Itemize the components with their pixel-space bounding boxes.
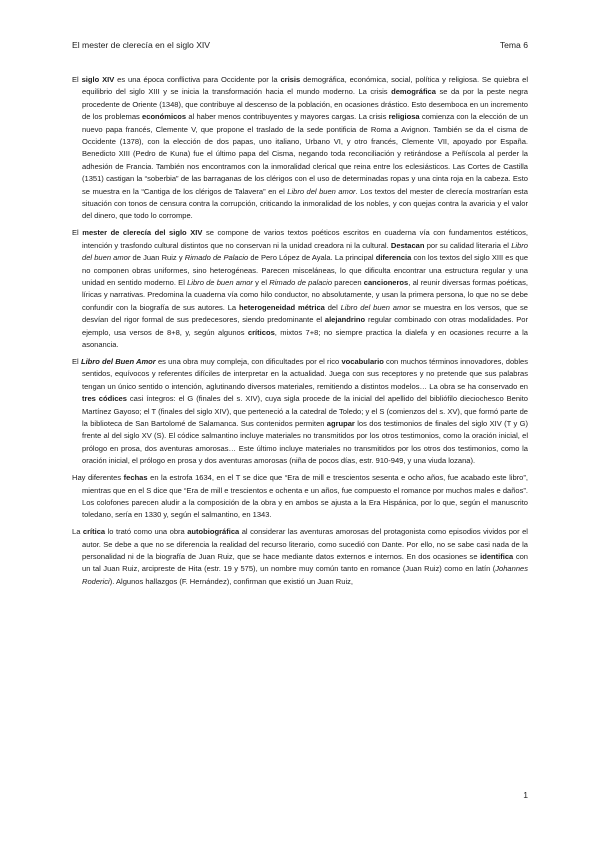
paragraph bbox=[72, 227, 528, 351]
emphasized-text: tres códices bbox=[82, 394, 127, 404]
emphasized-text: autobiográfica bbox=[187, 527, 240, 537]
paragraph-text: es una obra muy compleja, con dificultades por el rico bbox=[155, 356, 342, 366]
emphasized-text: económicos bbox=[142, 112, 187, 122]
paragraph-text: . Los textos del mester de clerecía mostrarían esta situación con tonos de censura contra la corrupción, criticando la inmoralidad de los nobles, y con quejas contra la avaricia y el valor del dinero, que todo lo corrompe. bbox=[82, 186, 528, 221]
page-header bbox=[72, 40, 528, 50]
italic-title-text: Johannes Roderici bbox=[82, 564, 528, 586]
italic-title-text: Rimado de Palacio bbox=[184, 253, 249, 263]
paragraph-text: es una época conflictiva para Occidente por la bbox=[114, 75, 281, 84]
emphasized-text: crisis bbox=[280, 75, 301, 84]
header-section: Tema 6 bbox=[499, 40, 528, 50]
italic-title-text: Rimado de palacio bbox=[269, 278, 333, 287]
emphasized-text: identifica bbox=[480, 552, 514, 562]
emphasized-text: Destacan bbox=[390, 240, 425, 250]
paragraph-text: regular combinado con otras modalidades. Por ejemplo, usa versos de 8+8, y, según algunos bbox=[82, 315, 529, 337]
paragraph-text: Hay diferentes bbox=[72, 473, 124, 483]
paragraph-text: de Juan Ruiz y bbox=[130, 253, 185, 263]
paragraph-text: La bbox=[72, 527, 83, 537]
paragraph bbox=[72, 526, 528, 588]
italic-title-text: Libro de buen amor bbox=[187, 278, 253, 287]
paragraph-text: del bbox=[324, 302, 341, 312]
paragraph-text: por su calidad literaria el bbox=[424, 240, 512, 250]
paragraph-text: se muestra en los versos, que se desvían del rigor formal de sus predecesores, siendo predominante el bbox=[82, 302, 528, 325]
paragraph-text: , al reunir diversas formas poéticas, líricas y narrativas. Predomina la cuaderna vía como hilo conductor, no absolutamente, y usan la primera persona, lo que no se debe confundir con la biografía de sus autores. La bbox=[82, 278, 529, 312]
italic-title-text: Libro del buen amor bbox=[287, 186, 356, 196]
emphasized-text: siglo XIV bbox=[81, 75, 115, 84]
paragraph-text: y el bbox=[252, 278, 270, 287]
paragraph-text: con un tal Juan Ruiz, arcipreste de Hita (estr. 19 y 575), un nombre muy común tanto en romance (Juan Ruiz) como en latín ( bbox=[82, 552, 528, 574]
paragraph-text: parecen bbox=[332, 278, 364, 287]
page-number: 1 bbox=[523, 790, 528, 800]
paragraph-text: El bbox=[72, 75, 82, 84]
paragraph-text: , mixtos 7+8; no siempre practica la dialefa y en ocasiones recurre a la asonancia. bbox=[82, 327, 528, 350]
emphasized-text: cancioneros bbox=[363, 278, 409, 287]
paragraph-text: al considerar las aventuras amorosas del protagonista como episodios vividos por el autor. Se debe a que no se diferencia la realidad del recurso literario, como sucedió con Dante. Por ello, no se sabe casi nada de la personalidad ni de la biografía de Juan Ruiz, que se hace mediante datos externos e internos. En dos ocasiones se bbox=[82, 527, 528, 562]
paragraph-text: El bbox=[72, 356, 81, 366]
paragraph-text: los dos testimonios de finales del siglo XIV (T y G) frente al del siglo XV (S). El códice salmantino incluye materiales no transmitidos por los otros testimonios, como la oración inicial, el prólogo en prosa, dos aventuras amorosas… Este último incluye materiales no transmitidos por los otros dos testimonios, como la oración inicial, el prólogo en prosa y dos aventuras amorosas (niña de pocos días, estr. 910-949, y una viuda lozana). bbox=[82, 418, 528, 466]
italic-title-text: Libro del buen amor bbox=[340, 302, 410, 312]
paragraph-text: al haber menos contribuyentes y mayores cargas. La crisis bbox=[186, 112, 389, 122]
paragraph-text: ). Algunos hallazgos (F. Hernández), confirman que existió un Juan Ruiz, bbox=[109, 576, 353, 586]
paragraph-text: lo trató como una obra bbox=[105, 527, 188, 537]
italic-title-text: Libro del buen amor bbox=[82, 240, 529, 263]
emphasized-text: religiosa bbox=[388, 112, 420, 122]
paragraph-text: con los textos del siglo XIII es que no componen obras uniformes, sino heterogéneas. Parecen misceláneas, lo que dificulta encontrar una estructura regular y una unidad en sentido moderno. El bbox=[82, 253, 529, 287]
emphasized-text: agrupar bbox=[326, 418, 355, 428]
paragraph-text: casi íntegros: el G (finales del s. XIV), cuya sigla procede de la inicial del apellido del bibliófilo dieciochesco Benito Martínez Gayoso; el T (finales del siglo XIV), que perteneció a la catedral de Toledo; y el S (comienzos del s. XV), que formó parte de la biblioteca de San Bartolomé de Salamanca. Sus contenidos permiten bbox=[82, 394, 528, 428]
emphasized-text: críticos bbox=[247, 327, 275, 337]
paragraph-text: demográfica, económica, social, política y religiosa. Se quiebra el equilibrio del siglo XIII y se inicia la transformación hacia el mundo moderno. La crisis bbox=[82, 75, 529, 97]
emphasized-text: heterogeneidad métrica bbox=[238, 302, 325, 312]
paragraph-text: comienza con la elección de un nuevo papa francés, Clemente V, que propone el traslado de la sede pontificia de Roma a Avignon. También se da el cisma de Occidente (1378), con la elección de dos papas, uno italiano, Urbano VI, y otro francés, Clemente VII, apoyado por España. Benedicto XIII (Pedro de Kuna) fue el último papa del Cisma, negando toda reconciliación y retirándose a Peñíscola al perder la adhesión de Francia. También nos encontramos con la inmoralidad clerical que reina entre los eclesiásticos. Las Cortes de Castilla (1351) castigan la “soberbia” de las barraganas de los clérigos con el uso de determinadas ropas y una cinta roja en la cabeza. Esto se muestra en la “Cantiga de los clérigos de Talavera” en el bbox=[82, 112, 528, 196]
document-body bbox=[72, 74, 528, 588]
header-title: El mester de clerecía en el siglo XIV bbox=[72, 40, 211, 50]
paragraph-text: se da por la peste negra procedente de Oriente (1348), que contribuye al descenso de la población, en ocasiones drástico. Esto desemboca en un incremento de los problemas bbox=[82, 87, 528, 122]
paragraph-text: El bbox=[72, 228, 83, 238]
emphasized-text: crítica bbox=[82, 527, 106, 537]
emphasized-text: alejandrino bbox=[324, 315, 366, 325]
paragraph-text: en la estrofa 1634, en el T se dice que “Era de mill e trescientos sesenta e ocho años, fue acabado este libro”, mientras que en el S dice que “Era de mill e trescientos e ochenta e un años, fue compuesto el romance por muchos males e daños”. Los colofones parecen aludir a la composición de la obra y en ambos se ajusta a la Era Hispánica, por lo que, según el manuscrito toledano, sería en 1330 y, según el salmantino, en 1343. bbox=[82, 473, 528, 520]
paragraph-text: se compone de varios textos poéticos escritos en cuaderna vía con fundamentos estéticos, intención y trasfondo cultural distintos que no conservan ni la unidad creadora ni la cultural. bbox=[82, 228, 528, 250]
paragraph-text: de Pero López de Ayala. La principal bbox=[248, 253, 376, 263]
paragraph bbox=[72, 74, 528, 223]
emphasized-text: Libro del Buen Amor bbox=[80, 356, 156, 366]
paragraph bbox=[72, 356, 528, 468]
emphasized-text: vocabulario bbox=[341, 356, 384, 366]
emphasized-text: fechas bbox=[123, 473, 148, 483]
emphasized-text: mester de clerecía del siglo XIV bbox=[82, 228, 203, 238]
emphasized-text: demográfica bbox=[391, 87, 436, 97]
paragraph bbox=[72, 472, 528, 522]
paragraph-text: con muchos términos innovadores, dobles sentidos, equívocos y referentes difíciles de interpretar en la actualidad. Juega con sus receptores y no pretende que sus palabras tengan un único sentido o intención, aglutinando diversos materiales, remitiendo a distintos modelos… La obra se ha conservado en bbox=[82, 356, 528, 391]
emphasized-text: diferencia bbox=[375, 253, 412, 263]
